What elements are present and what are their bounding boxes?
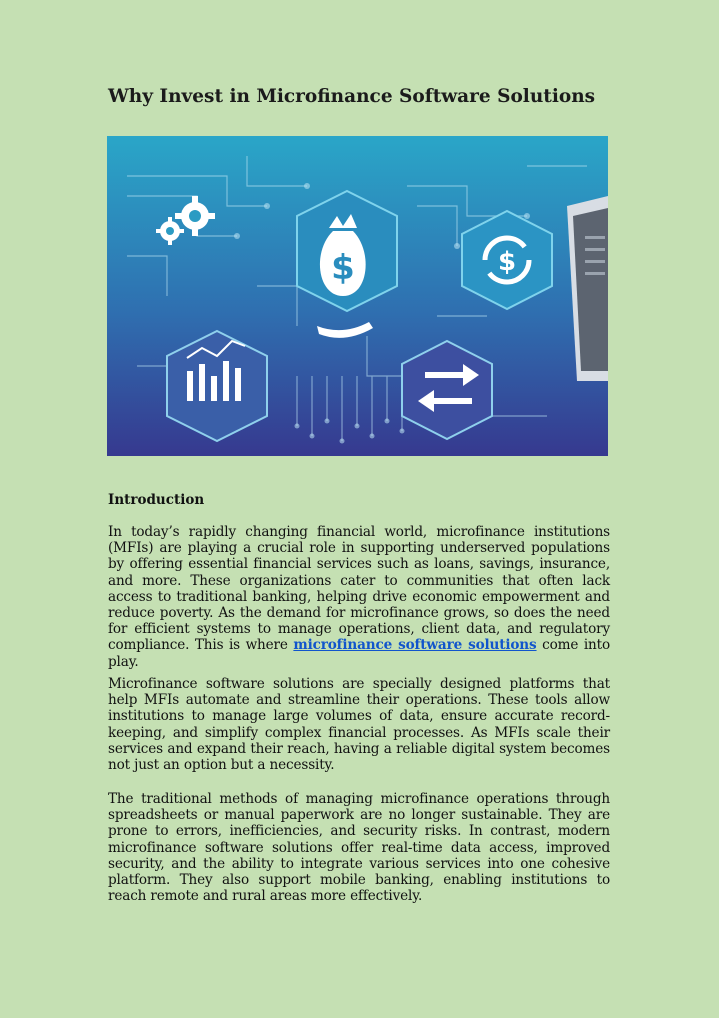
section-heading: Introduction: [108, 492, 205, 508]
microfinance-software-link[interactable]: microfinance software solutions: [293, 637, 537, 654]
paragraph-text: In today’s rapidly changing financial world, microfinance institutions (MFIs) are playing a crucial role in supporting underserved populations by offering essential financial services such as loans, savings, insurance, and more. These organizations cater to communities that often lack access to traditional banking, helping drive economic empowerment and reduce poverty. As the demand for microfinance grows, so does the need for efficient systems to manage operations, client data, and regulatory compliance. This is where: [108, 524, 610, 654]
paragraph-text: come into play.: [108, 637, 610, 670]
paragraph-intro: [108, 524, 610, 670]
paragraph-3: The traditional methods of managing microfinance operations through spreadsheets or manual paperwork are no longer sustainable. They are prone to errors, inefficiencies, and security risks. In contrast, modern microfinance software solutions offer real-time data access, improved security, and the ability to integrate various services into one cohesive platform. They also support mobile banking, enabling institutions to reach remote and rural areas more effectively.: [108, 791, 610, 905]
svg-text:$: $: [497, 247, 517, 277]
paragraph-2: Microfinance software solutions are specially designed platforms that help MFIs automate and streamline their operations. These tools allow institutions to manage large volumes of data, ensure accurate record-keeping, and simplify complex financial processes. As MFIs scale their services and expand their reach, having a reliable digital system becomes not just an option but a necessity.: [108, 676, 610, 774]
hero-image: [107, 136, 608, 456]
page-title: Why Invest in Microfinance Software Solutions: [108, 86, 596, 107]
svg-text:$: $: [331, 248, 355, 288]
